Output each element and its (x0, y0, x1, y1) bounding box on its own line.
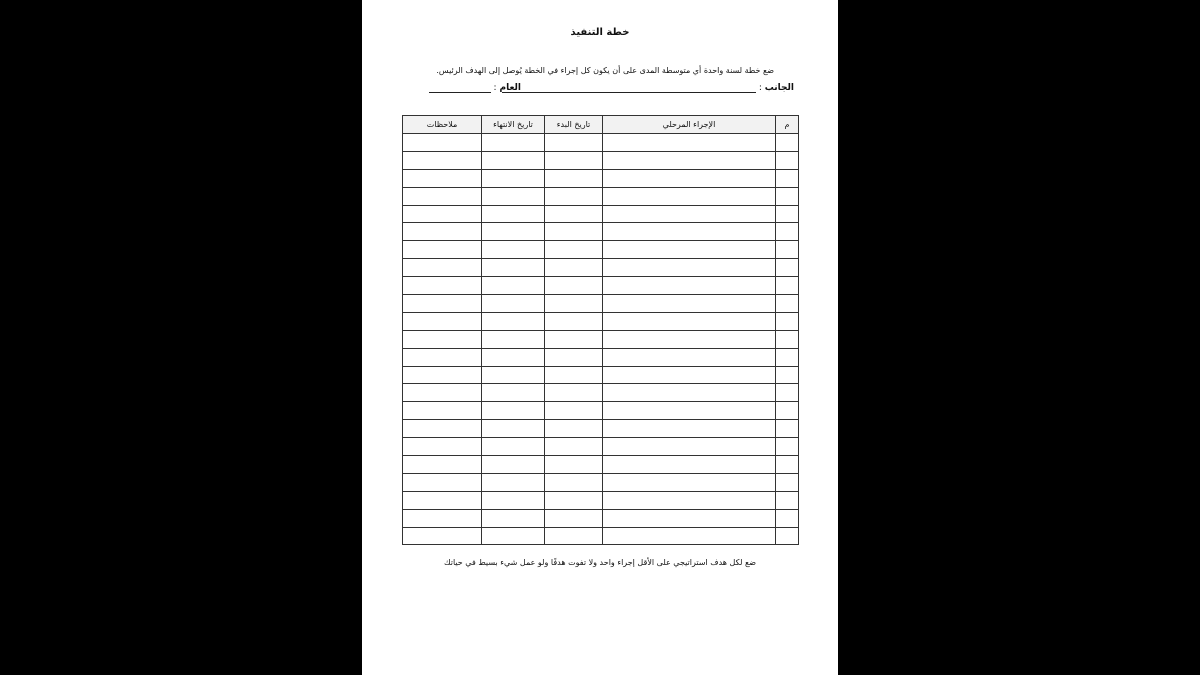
table-row (403, 205, 799, 223)
cell-notes[interactable] (403, 187, 482, 205)
cell-notes[interactable] (403, 527, 482, 545)
cell-end-date[interactable] (482, 527, 545, 545)
cell-notes[interactable] (403, 491, 482, 509)
cell-notes[interactable] (403, 295, 482, 313)
cell-start-date[interactable] (545, 509, 603, 527)
cell-step-action[interactable] (603, 384, 776, 402)
cell-step-action[interactable] (603, 456, 776, 474)
cell-number[interactable] (776, 134, 799, 152)
table-row (403, 384, 799, 402)
cell-number[interactable] (776, 509, 799, 527)
cell-end-date[interactable] (482, 330, 545, 348)
cell-end-date[interactable] (482, 456, 545, 474)
cell-step-action[interactable] (603, 527, 776, 545)
cell-notes[interactable] (403, 473, 482, 491)
cell-end-date[interactable] (482, 295, 545, 313)
cell-notes[interactable] (403, 169, 482, 187)
instruction-text: ضع خطة لسنة واحدة أي متوسطة المدى على أن يكون كل إجراء في الخطة يُوصل إلى الهدف الرئيس. (436, 66, 774, 75)
cell-end-date[interactable] (482, 134, 545, 152)
table-row (403, 223, 799, 241)
cell-step-action[interactable] (603, 312, 776, 330)
table-row (403, 402, 799, 420)
cell-number[interactable] (776, 438, 799, 456)
header-number: م (776, 116, 799, 134)
cell-notes[interactable] (403, 223, 482, 241)
table-row (403, 151, 799, 169)
cell-start-date[interactable] (545, 151, 603, 169)
header-start-date: تاريخ البدء (545, 116, 603, 134)
cell-end-date[interactable] (482, 169, 545, 187)
cell-start-date[interactable] (545, 473, 603, 491)
cell-step-action[interactable] (603, 187, 776, 205)
cell-end-date[interactable] (482, 259, 545, 277)
cell-end-date[interactable] (482, 420, 545, 438)
year-colon: : (493, 83, 497, 93)
cell-step-action[interactable] (603, 151, 776, 169)
cell-notes[interactable] (403, 259, 482, 277)
cell-start-date[interactable] (545, 420, 603, 438)
page-title: خطة التنفيذ (570, 27, 630, 38)
cell-start-date[interactable] (545, 259, 603, 277)
cell-start-date[interactable] (545, 527, 603, 545)
cell-notes[interactable] (403, 384, 482, 402)
table-row (403, 312, 799, 330)
cell-step-action[interactable] (603, 205, 776, 223)
cell-start-date[interactable] (545, 491, 603, 509)
cell-start-date[interactable] (545, 402, 603, 420)
cell-start-date[interactable] (545, 295, 603, 313)
cell-number[interactable] (776, 473, 799, 491)
cell-end-date[interactable] (482, 205, 545, 223)
table-row (403, 295, 799, 313)
cell-number[interactable] (776, 348, 799, 366)
table-row (403, 420, 799, 438)
cell-start-date[interactable] (545, 277, 603, 295)
table-row (403, 187, 799, 205)
cell-start-date[interactable] (545, 312, 603, 330)
cell-number[interactable] (776, 491, 799, 509)
document-page (362, 0, 838, 675)
cell-step-action[interactable] (603, 295, 776, 313)
cell-number[interactable] (776, 295, 799, 313)
table-row (403, 134, 799, 152)
cell-end-date[interactable] (482, 187, 545, 205)
cell-number[interactable] (776, 187, 799, 205)
cell-notes[interactable] (403, 420, 482, 438)
cell-start-date[interactable] (545, 438, 603, 456)
cell-number[interactable] (776, 456, 799, 474)
cell-end-date[interactable] (482, 348, 545, 366)
table-row (403, 456, 799, 474)
cell-start-date[interactable] (545, 223, 603, 241)
cell-end-date[interactable] (482, 491, 545, 509)
cell-number[interactable] (776, 384, 799, 402)
cell-end-date[interactable] (482, 366, 545, 384)
cell-notes[interactable] (403, 509, 482, 527)
cell-end-date[interactable] (482, 384, 545, 402)
cell-number[interactable] (776, 259, 799, 277)
table-row (403, 473, 799, 491)
cell-number[interactable] (776, 277, 799, 295)
cell-number[interactable] (776, 366, 799, 384)
cell-number[interactable] (776, 527, 799, 545)
cell-step-action[interactable] (603, 277, 776, 295)
cell-start-date[interactable] (545, 187, 603, 205)
cell-start-date[interactable] (545, 134, 603, 152)
cell-start-date[interactable] (545, 348, 603, 366)
table-row (403, 277, 799, 295)
table-row (403, 348, 799, 366)
cell-number[interactable] (776, 420, 799, 438)
cell-start-date[interactable] (545, 384, 603, 402)
cell-end-date[interactable] (482, 223, 545, 241)
table-row (403, 438, 799, 456)
cell-notes[interactable] (403, 438, 482, 456)
cell-step-action[interactable] (603, 259, 776, 277)
cell-start-date[interactable] (545, 456, 603, 474)
cell-notes[interactable] (403, 456, 482, 474)
cell-number[interactable] (776, 312, 799, 330)
footer-note: ضع لكل هدف استراتيجي على الأقل إجراء واحد ولا تفوت هدفًا ولو عمل شيء بسيط في حياتك (443, 558, 757, 567)
cell-end-date[interactable] (482, 509, 545, 527)
cell-number[interactable] (776, 169, 799, 187)
cell-step-action[interactable] (603, 366, 776, 384)
header-notes: ملاحظات (403, 116, 482, 134)
cell-start-date[interactable] (545, 205, 603, 223)
cell-notes[interactable] (403, 241, 482, 259)
plan-table-body (403, 134, 799, 545)
cell-step-action[interactable] (603, 420, 776, 438)
cell-number[interactable] (776, 205, 799, 223)
cell-step-action[interactable] (603, 241, 776, 259)
cell-start-date[interactable] (545, 169, 603, 187)
cell-end-date[interactable] (482, 277, 545, 295)
side-colon: : (758, 83, 762, 93)
cell-end-date[interactable] (482, 402, 545, 420)
cell-step-action[interactable] (603, 223, 776, 241)
table-row (403, 259, 799, 277)
cell-end-date[interactable] (482, 473, 545, 491)
cell-step-action[interactable] (603, 402, 776, 420)
cell-notes[interactable] (403, 277, 482, 295)
cell-step-action[interactable] (603, 169, 776, 187)
year-label: العام (499, 83, 521, 93)
cell-notes[interactable] (403, 312, 482, 330)
side-field (502, 83, 794, 93)
cell-start-date[interactable] (545, 330, 603, 348)
cell-notes[interactable] (403, 330, 482, 348)
cell-step-action[interactable] (603, 473, 776, 491)
table-header-row (403, 116, 799, 134)
header-step-action: الإجراء المرحلي (603, 116, 776, 134)
table-row (403, 366, 799, 384)
cell-step-action[interactable] (603, 330, 776, 348)
table-row (403, 241, 799, 259)
year-field (429, 83, 521, 93)
cell-end-date[interactable] (482, 312, 545, 330)
table-row (403, 527, 799, 545)
cell-step-action[interactable] (603, 348, 776, 366)
table-row (403, 330, 799, 348)
year-blank-line[interactable] (429, 83, 491, 93)
cell-number[interactable] (776, 330, 799, 348)
cell-start-date[interactable] (545, 241, 603, 259)
cell-number[interactable] (776, 151, 799, 169)
cell-number[interactable] (776, 402, 799, 420)
cell-end-date[interactable] (482, 438, 545, 456)
cell-number[interactable] (776, 241, 799, 259)
cell-start-date[interactable] (545, 366, 603, 384)
table-row (403, 169, 799, 187)
plan-table (402, 115, 799, 545)
cell-notes[interactable] (403, 348, 482, 366)
cell-step-action[interactable] (603, 509, 776, 527)
cell-notes[interactable] (403, 151, 482, 169)
cell-end-date[interactable] (482, 241, 545, 259)
cell-notes[interactable] (403, 402, 482, 420)
cell-end-date[interactable] (482, 151, 545, 169)
side-label: الجانب (764, 83, 794, 93)
table-row (403, 509, 799, 527)
cell-step-action[interactable] (603, 134, 776, 152)
cell-number[interactable] (776, 223, 799, 241)
cell-step-action[interactable] (603, 491, 776, 509)
cell-notes[interactable] (403, 134, 482, 152)
cell-notes[interactable] (403, 205, 482, 223)
cell-notes[interactable] (403, 366, 482, 384)
table-row (403, 491, 799, 509)
cell-step-action[interactable] (603, 438, 776, 456)
header-end-date: تاريخ الانتهاء (482, 116, 545, 134)
side-blank-line[interactable] (502, 83, 756, 93)
